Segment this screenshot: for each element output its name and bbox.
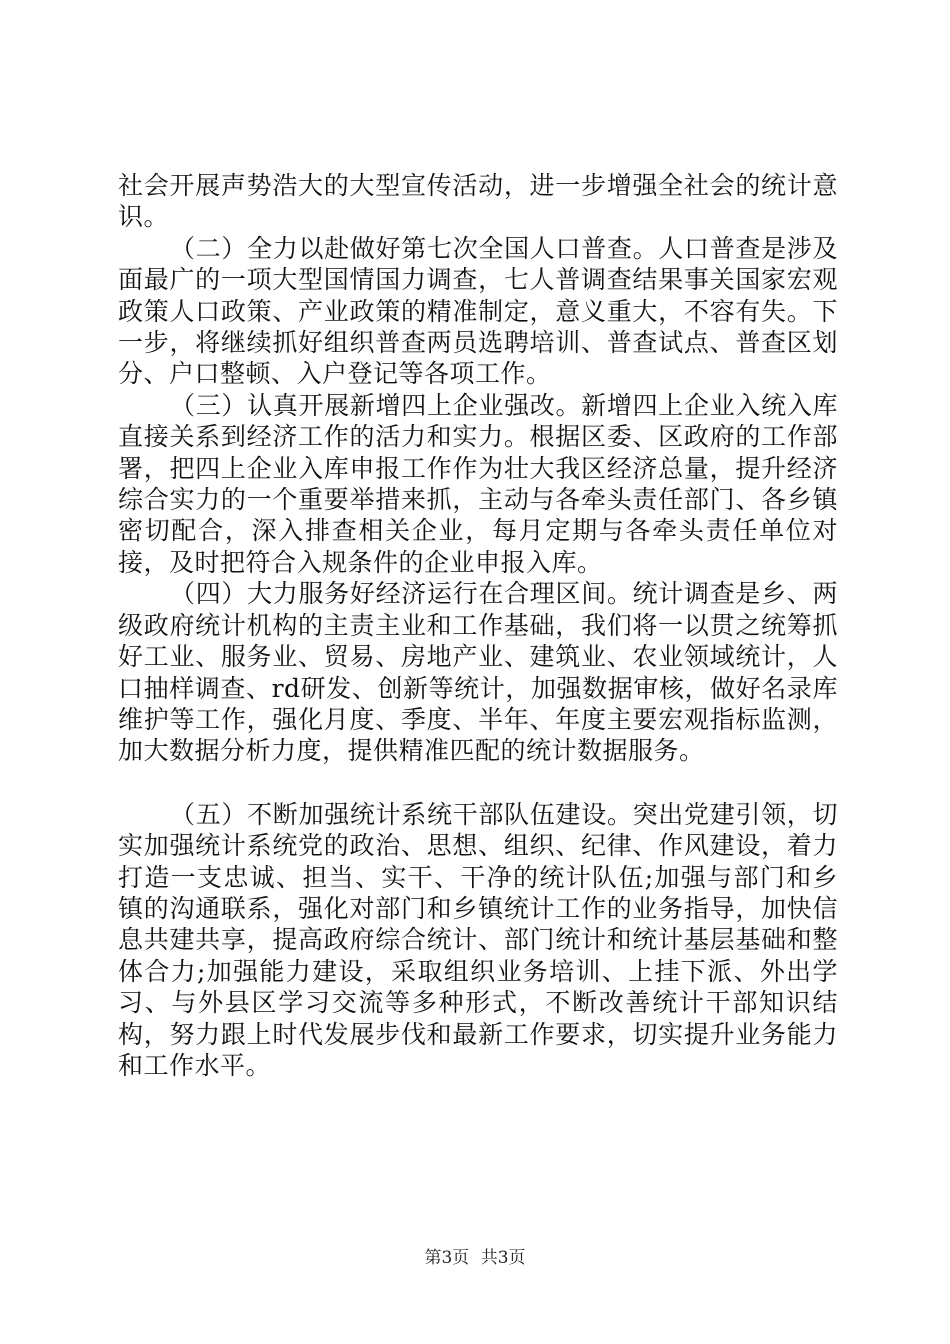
page-number-total: 共3页 (480, 1248, 526, 1268)
page-footer (0, 1243, 950, 1268)
paragraph-continuation: 社会开展声势浩大的大型宣传活动，进一步增强全社会的统计意识。 (118, 171, 838, 232)
page-number-current: 第3页 (424, 1248, 470, 1268)
document-body (118, 170, 838, 1081)
paragraph-section-5: （五）不断加强统计系统干部队伍建设。突出党建引领，切实加强统计系统党的政治、思想、组织、纪律、作风建设，着力打造一支忠诚、担当、实干、干净的统计队伍;加强与部门和乡镇的沟通联系，强化对部门和乡镇统计工作的业务指导，加快信息共建共享，提高政府综合统计、部门统计和统计基层基础和整体合力;加强能力建设，采取组织业务培训、上挂下派、外出学习、与外县区学习交流等多种形式，不断改善统计干部知识结构，努力跟上时代发展步伐和最新工作要求，切实提升业务能力和工作水平。 (118, 799, 838, 1080)
paragraph-section-3: （三）认真开展新增四上企业强改。新增四上企业入统入库直接关系到经济工作的活力和实力。根据区委、区政府的工作部署，把四上企业入库申报工作作为壮大我区经济总量，提升经济综合实力的一个重要举措来抓，主动与各牵头责任部门、各乡镇密切配合，深入排查相关企业，每月定期与各牵头责任单位对接，及时把符合入规条件的企业申报入库。 (118, 390, 838, 577)
paragraph-section-2: （二）全力以赴做好第七次全国人口普查。人口普查是涉及面最广的一项大型国情国力调查，七人普调查结果事关国家宏观政策人口政策、产业政策的精准制定，意义重大，不容有失。下一步，将继续抓好组织普查两员选聘培训、普查试点、普查区划分、户口整顿、入户登记等各项工作。 (118, 233, 838, 389)
paragraph-section-4: （四）大力服务好经济运行在合理区间。统计调查是乡、两级政府统计机构的主责主业和工作基础，我们将一以贯之统筹抓好工业、服务业、贸易、房地产业、建筑业、农业领域统计，人口抽样调查、rd研发、创新等统计，加强数据审核，做好名录库维护等工作，强化月度、季度、半年、年度主要宏观指标监测，加大数据分析力度，提供精准匹配的统计数据服务。 (118, 579, 838, 766)
